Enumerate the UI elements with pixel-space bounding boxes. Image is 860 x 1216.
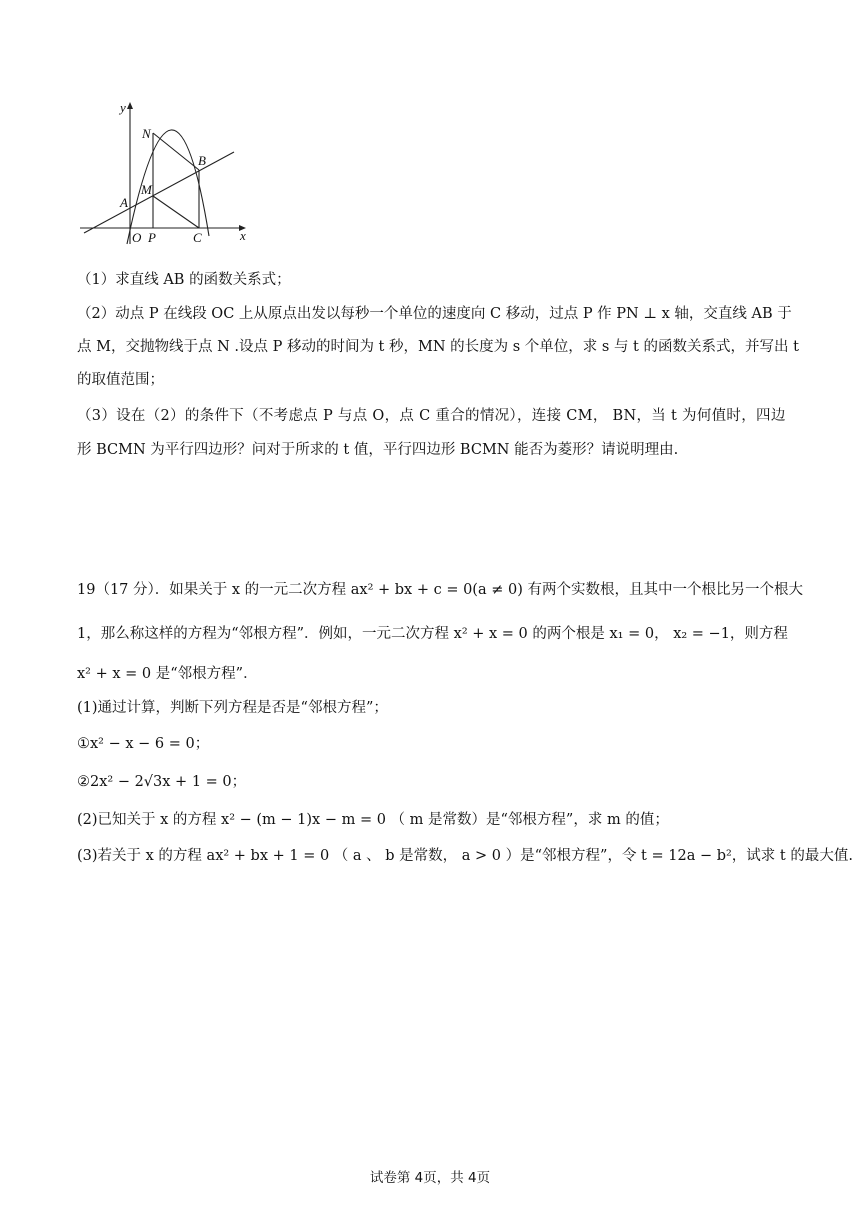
label-m: M [141, 182, 152, 197]
q18-part1: （1）求直线 AB 的函数关系式； [77, 272, 291, 288]
segment-nb [153, 133, 199, 170]
y-axis-arrow [127, 102, 133, 109]
q19-sub1: (1)通过计算，判断下列方程是否是“邻根方程”； [77, 700, 388, 716]
q18-part2-line2: 点 M，交抛物线于点 N .设点 P 移动的时间为 t 秒，MN 的长度为 s 个单位，求 s 与 t 的函数关系式，并写出 t [77, 339, 799, 355]
segment-mc [153, 196, 199, 228]
q18-part2-line3: 的取值范围； [77, 372, 164, 388]
q19-line3: x² + x = 0 是“邻根方程”． [77, 666, 258, 682]
q19-sub2: (2)已知关于 x 的方程 x² − (m − 1)x − m = 0 （ m 是常数）是“邻根方程”，求 m 的值； [77, 812, 669, 828]
label-o: O [132, 230, 142, 245]
label-c: C [193, 230, 202, 245]
page-footer: 试卷第 4页，共 4页 [369, 1170, 491, 1186]
q19-line1: 19（17 分）．如果关于 x 的一元二次方程 ax² + bx + c = 0(a ≠ 0) 有两个实数根，且其中一个根比另一个根大 [77, 582, 803, 598]
q18-part3-line1: （3）设在（2）的条件下（不考虑点 P 与点 O，点 C 重合的情况），连接 CM， BN，当 t 为何值时，四边 [77, 408, 786, 424]
q18-part2-line1: （2）动点 P 在线段 OC 上从原点出发以每秒一个单位的速度向 C 移动，过点 P 作 PN ⊥ x 轴，交直线 AB 于 [77, 306, 792, 322]
q19-eq2: ②2x² − 2√3x + 1 = 0； [77, 774, 247, 790]
q19-eq1: ①x² − x − 6 = 0； [77, 736, 210, 752]
label-p: P [148, 230, 156, 245]
label-y: y [120, 100, 126, 115]
label-a: A [120, 195, 128, 210]
label-x: x [240, 228, 246, 243]
q19-sub3: (3)若关于 x 的方程 ax² + bx + 1 = 0 （ a 、 b 是常数， a > 0 ）是“邻根方程”，令 t = 12a − b²，试求 t 的最大值. [77, 848, 853, 864]
label-b: B [198, 153, 206, 168]
geometry-figure [76, 96, 256, 248]
q19-line2: 1，那么称这样的方程为“邻根方程”．例如，一元二次方程 x² + x = 0 的两个根是 x₁ = 0， x₂ = −1，则方程 [77, 626, 788, 642]
label-n: N [142, 126, 151, 141]
line-ab [84, 152, 234, 233]
q18-part3-line2: 形 BCMN 为平行四边形？问对于所求的 t 值，平行四边形 BCMN 能否为菱形？请说明理由. [77, 442, 679, 458]
